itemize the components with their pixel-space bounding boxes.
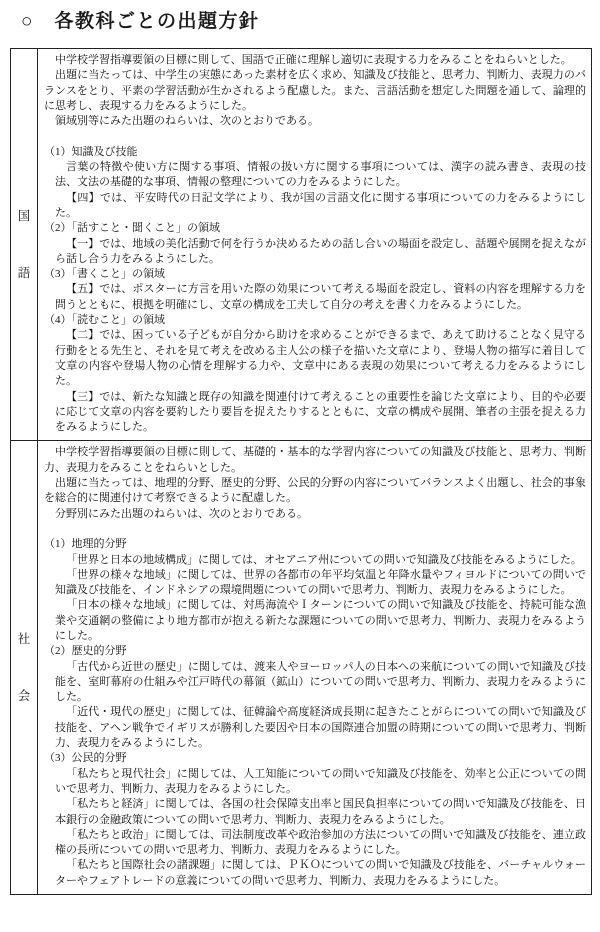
subject-label-char: 会	[17, 688, 31, 703]
sub-paragraph: 【四】では、平安時代の日記文学により、我が国の言語文化に関する事項についての力をみるようにした。	[55, 191, 586, 219]
paragraph: 分野別にみた出題のねらいは、次のとおりである。	[55, 507, 308, 520]
subject-label-char: 社	[17, 632, 31, 647]
sub-paragraph: 「世界と日本の地域構成」に関しては、オセアニア州についての問いで知識及び技能をみるようにした。	[66, 553, 582, 566]
paragraph: 出題に当たっては、地理的分野、歴史的分野、公民的分野の内容についてバランスよく出題し、社会的事象を総合的に関連付けて考察できるように配慮した。	[44, 477, 586, 505]
subject-content	[38, 49, 591, 440]
section-heading: （3）「書くこと」の領域	[44, 268, 165, 281]
policy-table	[10, 48, 592, 895]
paragraph: 領域別等にみた出題のねらいは、次のとおりである。	[55, 115, 319, 128]
sub-paragraph: 「世界の様々な地域」に関しては、世界の各都市の年平均気温と年降水量やフィヨルドについての問いで知識及び技能を、インドネシアの環境問題についての問いで思考力、判断力、表現力をみるようにした。	[55, 568, 586, 597]
spacer	[44, 522, 586, 537]
sub-paragraph: 「日本の様々な地域」に関しては、対馬海流やＩターンについての問いで知識及び技能を、持続可能な漁業や交通網の整備により地方都市が抱える新たな課題についての問いで思考力、判断力、表現力をみるようにした。	[55, 599, 586, 642]
section-heading: （1）地理的分野	[44, 538, 127, 551]
sub-paragraph: 「私たちと現代社会」に関しては、人工知能についての問いで知識及び技能を、効率と公正についての問いで思考力、判断力、表現力をみるようにした。	[55, 767, 586, 795]
subject-label	[11, 441, 38, 894]
paragraph: 出題に当たっては、中学生の実態にあった素材を広く求め、知識及び技能と、思考力、判断力、表現力のバランスをとり、平素の学習活動が生かされるよう配慮した。また、言語活動を想定した問題を通して、論理的に思考し、表現する力をみるようにした。	[44, 69, 586, 112]
subject-label-char: 国	[17, 209, 31, 224]
sub-paragraph: 【五】では、ポスターに方言を用いた際の効果について考える場面を設定し、資料の内容を理解する力を問うとともに、根拠を明確にし、文章の構成を工夫して自分の考えを書く力をみるようにした。	[55, 283, 586, 311]
subject-row	[11, 440, 591, 894]
section-heading: （2）歴史的分野	[44, 645, 127, 658]
sub-paragraph: 【一】では、地域の美化活動で何を行うか決めるための話し合いの場面を設定し、話題や展開を捉えながら話し合う力をみるようにした。	[55, 237, 586, 265]
sub-paragraph: 【三】では、新たな知識と既存の知識を関連付けて考えることの重要性を論じた文章により、目的や必要に応じて文章の内容を要約したり要旨を捉えたりするとともに、文章の構成や展開、筆者の主張を捉える力をみるようにした。	[55, 390, 586, 434]
section-heading: （3）公民的分野	[44, 752, 127, 765]
paragraph: 中学校学習指導要領の目標に則して、基礎的・基本的な学習内容についての知識及び技能と、思考力、判断力、表現力をみることをねらいとした。	[44, 446, 586, 474]
sub-paragraph: 【二】では、困っている子どもが自分から助けを求めることができるまで、あえて助けることなく見守る行動をとる先生と、それを見て考えを改める主人公の様子を描いた文章により、登場人物の描写に着目して文章の内容や登場人物の心情を理解する力や、文章中にある表現の効果について考える力をみるようにした。	[55, 329, 586, 388]
sub-paragraph: 「私たちと国際社会の諸課題」に関しては、ＰＫＯについての問いで知識及び技能を、バーチャルウォーターやフェアトレードの意義についての問いで思考力、判断力、表現力をみるようにした。	[55, 859, 586, 887]
subject-label	[11, 49, 38, 440]
paragraph: 中学校学習指導要領の目標に則して、国語で正確に理解し適切に表現する力をみることをねらいとした。	[55, 54, 572, 66]
spacer	[44, 129, 586, 144]
subject-content	[38, 441, 591, 894]
sub-paragraph: 「近代・現代の歴史」に関しては、征韓論や高度経済成長期に起きたことがらについての問いで知識及び技能を、アヘン戦争でイギリスが勝利した要因や日本の国際連合加盟の時期についての問いで思考力、判断力、表現力をみるようにした。	[55, 706, 586, 750]
page-title: ○ 各教科ごとの出題方針	[21, 11, 260, 32]
sub-paragraph: 「私たちと経済」に関しては、各国の社会保障支出率と国民負担率についての問いで知識及び技能を、日本銀行の金融政策についての問いで思考力、判断力、表現力をみるようにした。	[55, 798, 586, 826]
section-heading: （1）知識及び技能	[44, 145, 138, 158]
sub-paragraph: 「私たちと政治」に関しては、司法制度改革や政治参加の方法についての問いで知識及び技能を、連立政権の長所についての問いで思考力、判断力、表現力をみるようにした。	[55, 828, 586, 857]
sub-paragraph: 「古代から近世の歴史」に関しては、渡来人やヨーロッパ人の日本への来航についての問いで知識及び技能を、室町幕府の仕組みや江戸時代の幕領（鉱山）についての問いで思考力、判断力、表現力をみるようにした。	[55, 660, 586, 704]
sub-paragraph: 言葉の特徴や使い方に関する事項、情報の扱い方に関する事項については、漢字の読み書き、表現の技法、文法の基礎的な事項、情報の整理についての力をみるようにした。	[55, 161, 586, 189]
subject-label-char: 語	[17, 265, 31, 280]
section-heading: （4）「読むこと」の領域	[44, 314, 165, 327]
section-heading: （2）「話すこと・聞くこと」の領域	[44, 222, 220, 235]
subject-row	[11, 49, 591, 440]
